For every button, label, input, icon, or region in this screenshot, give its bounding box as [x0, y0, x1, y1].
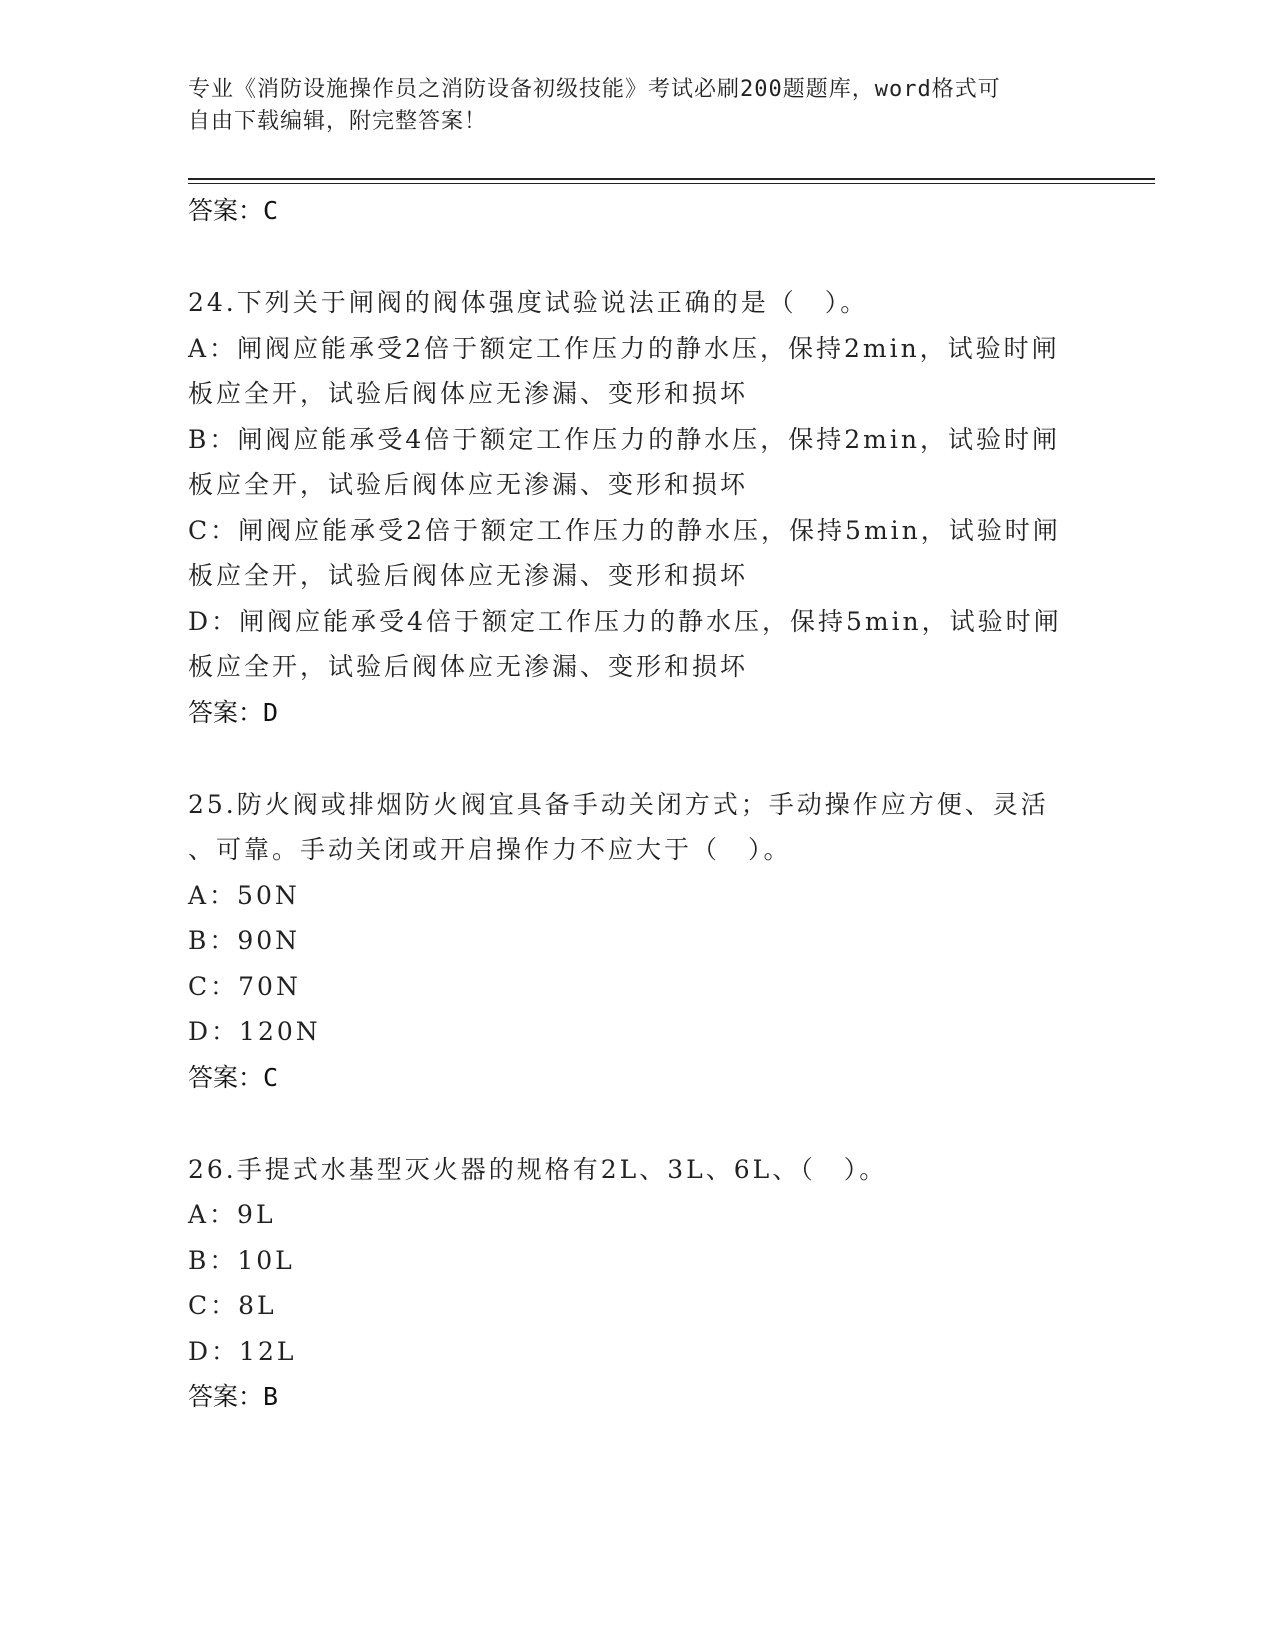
header-rule-thin	[188, 183, 1155, 184]
option-a-line-2: 板应全开，试验后阀体应无渗漏、变形和损坏	[188, 379, 749, 408]
answer-24: 答案：D	[188, 697, 279, 727]
option-d: D：120N	[188, 1017, 321, 1046]
option-c: C：70N	[188, 971, 301, 1001]
option-b	[188, 417, 1088, 508]
answer-previous: 答案：C	[188, 196, 279, 225]
option-c: C：8L	[188, 1291, 277, 1320]
option-a: A：9L	[188, 1200, 276, 1229]
question-stem-line-2: 、可靠。手动关闭或开启操作力不应大于（ ）。	[188, 835, 792, 864]
option-c-line-1: C：闸阀应能承受2倍于额定工作压力的静水压，保持5min，试验时闸	[188, 515, 1061, 545]
option-a	[188, 326, 1088, 417]
option-c-line-2: 板应全开，试验后阀体应无渗漏、变形和损坏	[188, 561, 749, 590]
question-25	[188, 782, 1088, 1101]
option-d-line-1: D：闸阀应能承受4倍于额定工作压力的静水压，保持5min，试验时闸	[188, 606, 1062, 636]
option-b: B：10L	[188, 1245, 295, 1275]
question-stem: 24.下列关于闸阀的阀体强度试验说法正确的是（ ）。	[188, 288, 869, 317]
option-d	[188, 599, 1088, 690]
header-line-2: 自由下载编辑，附完整答案！	[188, 109, 488, 134]
option-a: A：50N	[188, 880, 300, 910]
question-stem-line-1: 25.防火阀或排烟防火阀宜具备手动关闭方式；手动操作应方便、灵活	[188, 789, 1049, 819]
option-c	[188, 508, 1088, 599]
option-d: D：12L	[188, 1336, 297, 1366]
option-b-line-2: 板应全开，试验后阀体应无渗漏、变形和损坏	[188, 470, 749, 499]
question-24	[188, 280, 1088, 736]
question-stem: 26.手提式水基型灭火器的规格有2L、3L、6L、（ ）。	[188, 1154, 888, 1184]
option-d-line-2: 板应全开，试验后阀体应无渗漏、变形和损坏	[188, 652, 749, 681]
option-b-line-1: B：闸阀应能承受4倍于额定工作压力的静水压，保持2min，试验时闸	[188, 424, 1060, 454]
answer-26: 答案：B	[188, 1382, 279, 1411]
question-26	[188, 1147, 1088, 1421]
answer-25: 答案：C	[188, 1062, 279, 1092]
option-a-line-1: A：闸阀应能承受2倍于额定工作压力的静水压，保持2min，试验时闸	[188, 333, 1060, 363]
header-line-1: 专业《消防设施操作员之消防设备初级技能》考试必刷200题题库，word格式可	[188, 77, 1001, 102]
option-b: B：90N	[188, 926, 301, 955]
document-header	[188, 74, 1088, 138]
question-list	[188, 188, 1088, 1420]
header-rule-thick	[188, 178, 1155, 180]
